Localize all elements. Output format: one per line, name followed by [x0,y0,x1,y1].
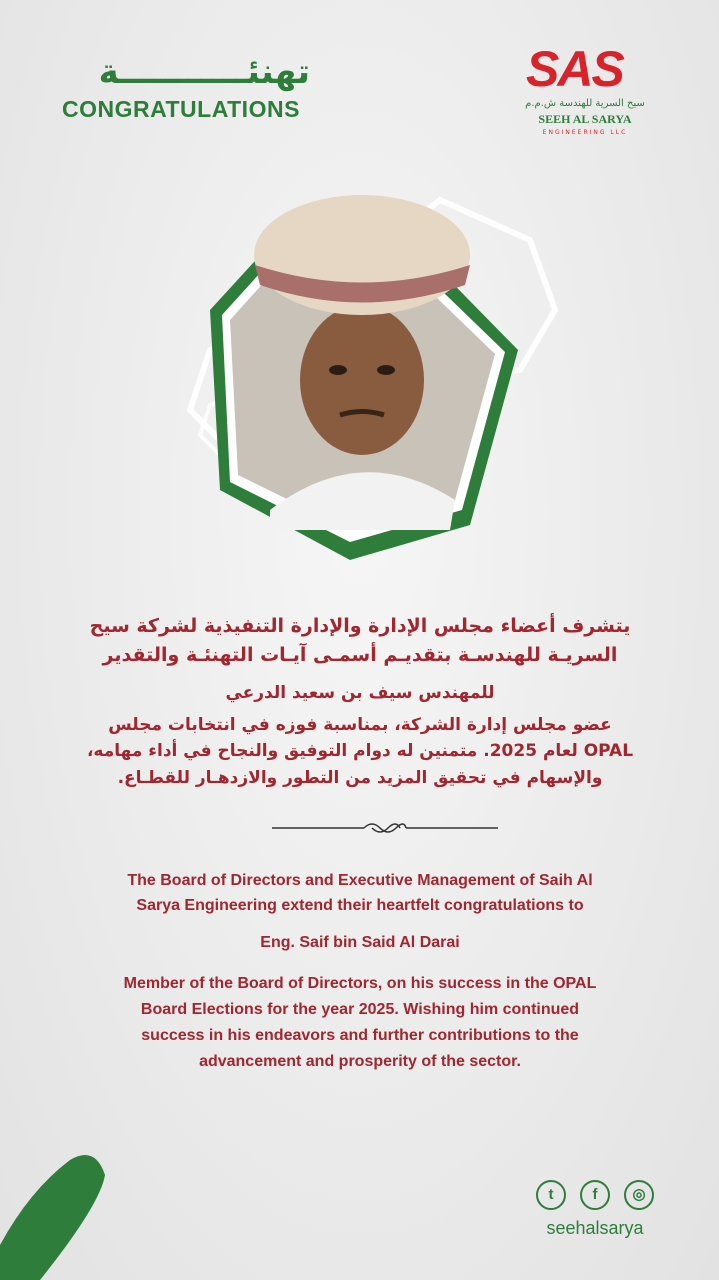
portrait-frame [150,170,570,570]
ornament-divider [272,818,498,838]
company-logo [520,40,660,150]
instagram-icon[interactable]: ◎ [624,1180,654,1210]
logo-name-arabic: سيح السرية للهندسة ش.م.م [525,98,645,109]
logo-tagline: ENGINEERING LLC [542,129,628,136]
title-arabic: تهنئـــــــــــة [98,52,310,92]
arabic-body-line1: عضو مجلس إدارة الشركة، بمناسبة فوزه في انتخابات مجلس [108,715,612,735]
english-body-line3: success in his endeavors and further contributions to the [141,1027,579,1044]
social-links [530,1180,660,1270]
english-body-line4: advancement and prosperity of the sector. [199,1053,521,1070]
facebook-icon[interactable]: f [580,1180,610,1210]
english-body-line2: Board Elections for the year 2025. Wishing him continued [140,1001,580,1018]
corner-accent [0,1150,160,1280]
arabic-body-line3: والإسهام في تحقيق المزيد من التطور والازدهـار للقطـاع. [117,768,603,788]
twitter-icon[interactable]: t [536,1180,566,1210]
title-english: CONGRATULATIONS [62,96,300,122]
english-intro-line1: The Board of Directors and Executive Management of Saih Al [127,872,593,889]
social-handle[interactable]: seehalsarya [546,1218,644,1238]
english-body-line1: Member of the Board of Directors, on his success in the OPAL [123,975,597,992]
english-name: Eng. Saif bin Said Al Darai [260,934,460,951]
logo-name-english: SEEH AL SARYA [538,112,632,126]
arabic-intro: يتشرف أعضاء مجلس الإدارة والإدارة التنفيذية لشركة سيح السريـة للهندسـة بتقديـم أسمـى آيـات التهنئـة والتقدير [89,615,631,666]
arabic-body-line2: OPAL لعام 2025. متمنين له دوام التوفيق والنجاح في أداء مهامه، [86,741,634,761]
arabic-name: للمهندس سيف بن سعيد الدرعي [225,683,495,703]
logo-mark: SAS [526,41,623,97]
english-intro-line2: Sarya Engineering extend their heartfelt congratulations to [136,897,584,914]
